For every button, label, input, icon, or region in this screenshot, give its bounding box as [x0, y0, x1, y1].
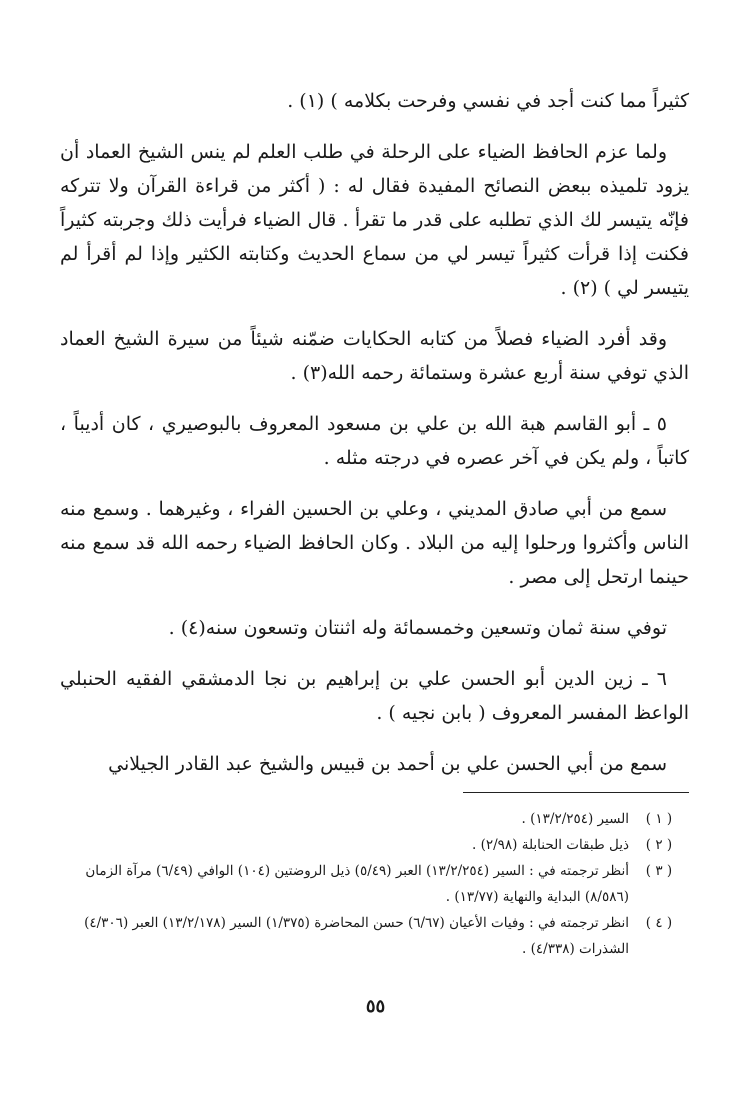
paragraph-7: ٦ ـ زين الدين أبو الحسن علي بن إبراهيم بن نجا الدمشقي الفقيه الحنبلي الواعظ المفسر المعروف ( بابن نجيه ) .	[60, 668, 689, 724]
footnote-4	[60, 910, 689, 962]
footnotes	[60, 806, 689, 962]
footnote-number: ( ٣ )	[645, 863, 673, 879]
footnote-text: انظر ترجمته في : وفيات الأعيان (٦/٦٧) حسن المحاضرة (١/٣٧٥) السير (١٣/٢/١٧٨) العبر (٤/٣٠٦) الشذرات (٤/٣٣٨) .	[84, 915, 629, 957]
footnote-text: ذيل طبقات الحنابلة (٢/٩٨) .	[471, 837, 629, 853]
paragraph-5: سمع من أبي صادق المديني ، وعلي بن الحسين الفراء ، وغيرهما . وسمع منه الناس وأكثروا ورحلوا إليه من البلاد . وكان الحافظ الضياء رحمه الله قد سمع منه حينما ارتحل إلى مصر .	[60, 498, 689, 588]
paragraph-2: ولما عزم الحافظ الضياء على الرحلة في طلب العلم لم ينس الشيخ العماد أن يزود تلميذه ببعض النصائح المفيدة فقال له : ( أكثر من قراءة القرآن ولا تتركه فإنّه يتيسر لك الذي تطلبه على قدر ما تقرأ . قال الضياء فرأيت ذلك وجربته كثيراً فكنت إذا قرأت كثيراً تيسر لي من سماع الحديث وكتابته الكثير وإذا لم أقرأ لم يتيسر لي ) (٢) .	[60, 141, 689, 299]
footnote-text: السير (١٣/٢/٢٥٤) .	[521, 811, 629, 827]
paragraph-4: ٥ ـ أبو القاسم هبة الله بن علي بن مسعود المعروف بالبوصيري ، كان أديباً ، كاتباً ، ولم يكن في آخر عصره في درجته مثله .	[60, 413, 689, 469]
page-number: ٥٥	[365, 996, 386, 1017]
footnote-text: أنظر ترجمته في : السير (١٣/٢/٢٥٤) العبر (٥/٤٩) ذيل الروضتين (١٠٤) الوافي (٦/٤٩) مرآة الزمان (٨/٥٨٦) البداية والنهاية (١٣/٧٧) .	[85, 863, 629, 905]
footnote-1	[60, 806, 689, 832]
footnote-number: ( ٤ )	[645, 915, 673, 931]
footnote-2	[60, 832, 689, 858]
paragraph-1: كثيراً مما كنت أجد في نفسي وفرحت بكلامه ) (١) .	[287, 90, 689, 112]
body-text	[60, 84, 689, 798]
footnote-divider	[463, 792, 689, 793]
footnote-3	[60, 858, 689, 910]
footnote-number: ( ٢ )	[645, 837, 673, 853]
paragraph-8: سمع من أبي الحسن علي بن أحمد بن قبيس والشيخ عبد القادر الجيلاني	[108, 753, 667, 775]
paragraph-3: وقد أفرد الضياء فصلاً من كتابه الحكايات ضمّنه شيئاً من سيرة الشيخ العماد الذي توفي سنة أربع عشرة وستمائة رحمه الله(٣) .	[60, 328, 689, 384]
paragraph-6: توفي سنة ثمان وتسعين وخمسمائة وله اثنتان وتسعون سنه(٤) .	[168, 617, 667, 639]
footnote-number: ( ١ )	[645, 811, 673, 827]
